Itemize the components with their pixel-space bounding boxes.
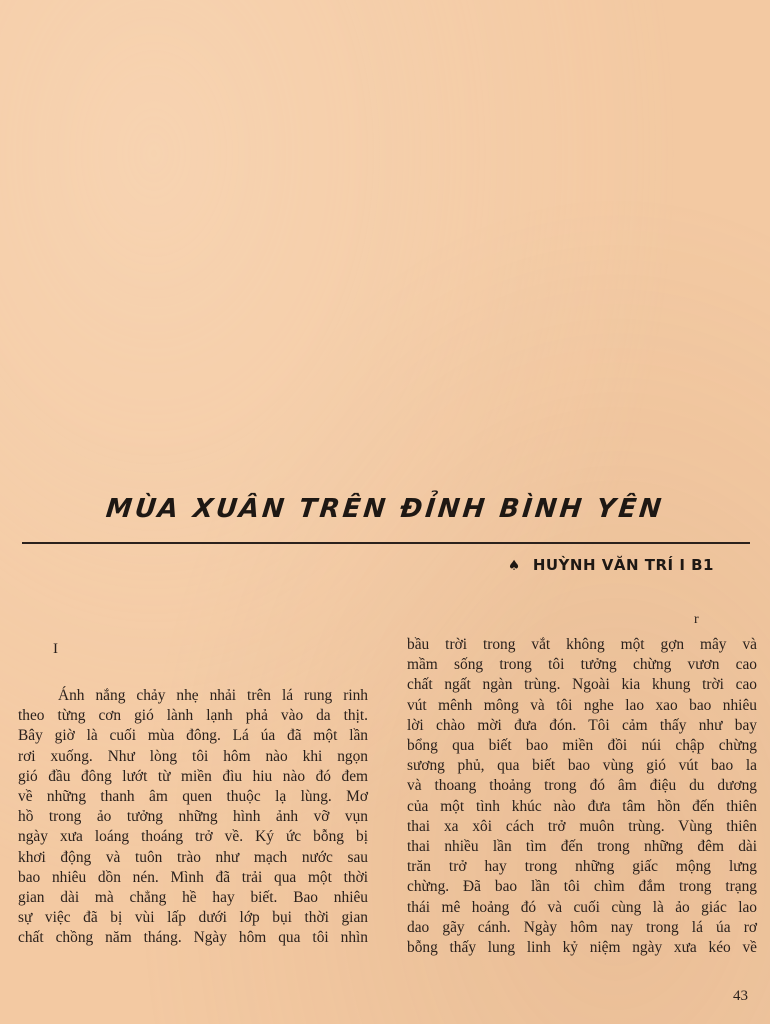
- text-column-left: [18, 686, 368, 949]
- text-line: dao gãy cánh. Ngày hôm nay trong lá úa rơ: [407, 918, 757, 936]
- text-line: sương phủ, qua biết bao vùng gió vút bao la: [407, 757, 757, 775]
- author-byline: [508, 556, 714, 574]
- text-line: lời chào mời đưa đón. Tôi cảm thấy như bay: [407, 716, 757, 734]
- section-number: I: [53, 641, 58, 657]
- text-line: bỗng thấy lung linh kỷ niệm ngày xưa kéo về: [407, 939, 757, 957]
- text-line: bầu trời trong vắt không một gợn mây và: [407, 636, 757, 653]
- title-divider: [22, 542, 750, 544]
- text-line: ngày xưa loáng thoáng trở về. Ký ức bỗng bị: [18, 828, 368, 846]
- text-line: Ánh nắng chảy nhẹ nhải trên lá rung rinh: [58, 687, 368, 704]
- stray-print-mark: r: [694, 612, 699, 627]
- page-number: 43: [733, 988, 748, 1004]
- text-line: thai xa xôi cách trở muôn trùng. Vùng thiên: [407, 817, 757, 835]
- text-line: về những thanh âm quen thuộc lạ lùng. Mơ: [18, 788, 368, 806]
- text-line: Bây giờ là cuối mùa đông. Lá úa đã một lần: [18, 727, 368, 745]
- text-line: rơi xuống. Như lòng tôi hôm nào khi ngọn: [18, 747, 368, 765]
- spade-icon: ♠: [507, 558, 521, 574]
- text-line: chừng. Đã bao lần tôi chìm đắm trong trạng: [407, 878, 757, 896]
- text-line: trăn trở hay trong những giấc mộng lưng: [407, 858, 757, 876]
- text-line: của một tình khúc nào đưa tâm hồn đến thiên: [407, 797, 757, 815]
- text-line: sự việc đã bị vùi lấp dưới lớp bụi thời gian: [18, 909, 368, 927]
- article-title: MÙA XUÂN TRÊN ĐỈNH BÌNH YÊN: [104, 494, 666, 524]
- text-line: mầm sống trong tôi tưởng chừng vươn cao: [407, 656, 757, 674]
- text-line: thái mê hoảng đó và cuối cùng là ảo giác lao: [407, 898, 757, 916]
- text-column-right: [407, 635, 757, 958]
- text-line: chất chồng năm tháng. Ngày hôm qua tôi nhìn: [18, 929, 368, 947]
- text-line: và thoang thoảng trong đó âm điệu du dương: [407, 777, 757, 795]
- text-line: hồ trong ảo tưởng những hình ảnh vỡ vụn: [18, 808, 368, 826]
- text-line: vút mênh mông và tôi nghe lao xao bao nhiêu: [407, 696, 757, 714]
- text-line: bao nhiêu dồn nén. Mình đã trải qua một thời: [18, 868, 368, 886]
- text-line: thai nhiều lần tìm đến trong những đêm dài: [407, 838, 757, 856]
- text-line: gian dài mà chẳng hề hay biết. Bao nhiêu: [18, 889, 368, 907]
- text-line: khơi động và tuôn trào như mạch nước sau: [18, 848, 368, 866]
- text-line: chất ngất ngàn trùng. Ngoài kia khung trời cao: [407, 676, 757, 694]
- text-line: theo từng cơn gió lành lạnh phả vào da thịt.: [18, 707, 368, 725]
- text-line: bổng qua biết bao miền đồi núi chập chừng: [407, 737, 757, 755]
- text-line: gió đầu đông lướt từ miền đìu hiu nào đó đem: [18, 767, 368, 785]
- author-name: HUỲNH VĂN TRÍ I B1: [532, 556, 714, 574]
